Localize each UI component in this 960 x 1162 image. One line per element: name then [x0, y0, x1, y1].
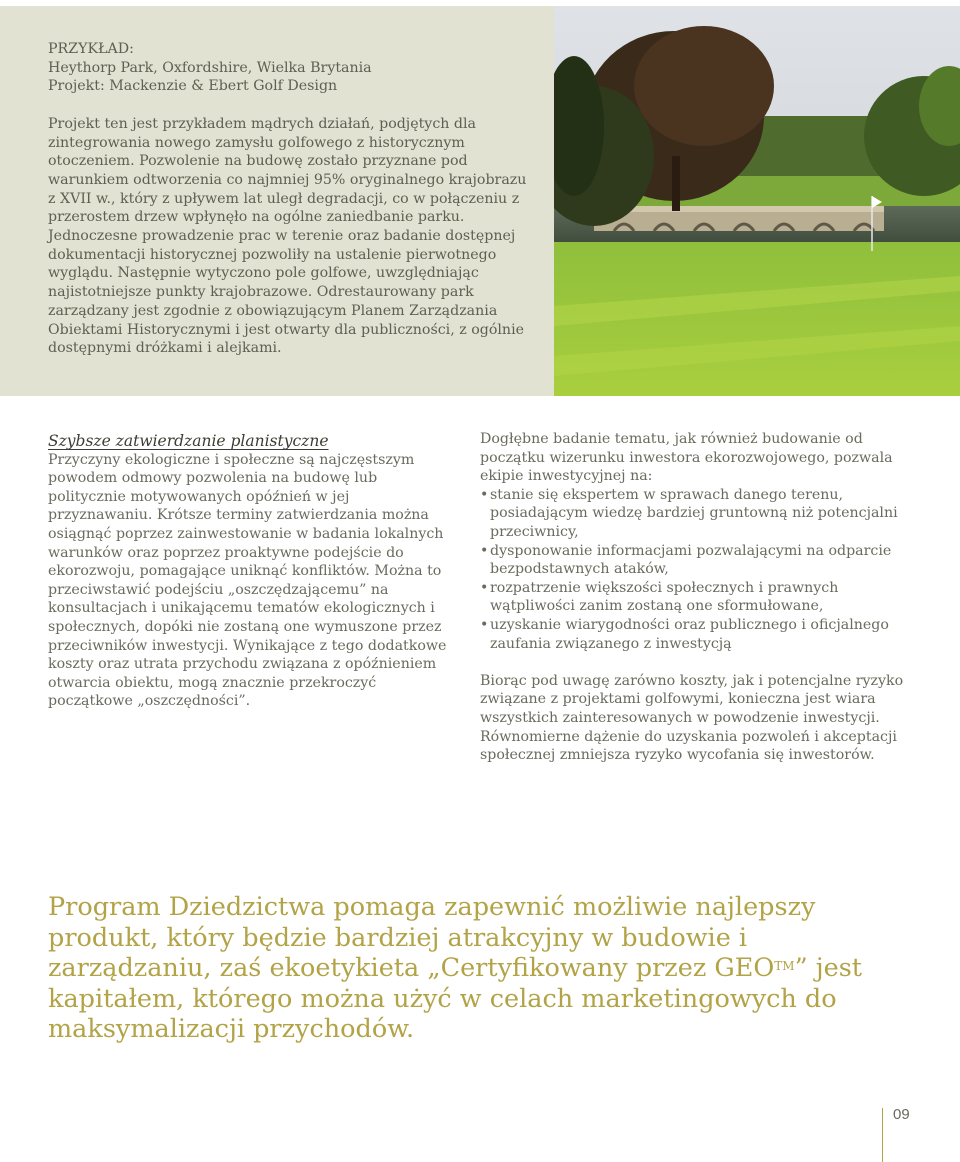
- case-study-location: Heythorp Park, Oxfordshire, Wielka Brytania: [48, 59, 372, 76]
- case-study-text: [48, 40, 538, 358]
- bullet-icon: •: [480, 486, 489, 503]
- case-study-label: PRZYKŁAD:: [48, 41, 134, 57]
- case-study-body: Projekt ten jest przykładem mądrych działań, podjętych dla zintegrowania nowego zamysłu golfowego z historycznym otoczeniem. Pozwolenie na budowę zostało przyznane pod warunkiem odtworzenia co najmniej 95% oryginalnego krajobrazu z XVII w., który z upływem lat uległ degradacji, co w połączeniu z przerostem drzew wpłynęło na ogólne zaniedbanie parku. Jednoczesne prowadzenie prac w terenie oraz badanie dostępnej dokumentacji historycznej pozwoliły na ustalenie pierwotnego wyglądu. Następnie wytyczono pole golfowe, uwzględniając najistotniejsze punkty krajobrazowe. Odrestaurowany park zarządzany jest zgodnie z obowiązującym Planem Zarządzania Obiektami Historycznymi i jest otwarty dla publiczności, z ogólnie dostępnymi dróżkami i alejkami.: [48, 115, 527, 357]
- section-heading: Szybsze zatwierdzanie planistyczne: [48, 432, 329, 450]
- list-item: • dysponowanie informacjami pozwalającymi na odparcie bezpodstawnych ataków,: [480, 542, 892, 578]
- list-item: • stanie się ekspertem w sprawach danego terenu, posiadającym wiedzę bardziej gruntowną niż potencjalni przeciwnicy,: [480, 486, 898, 540]
- bullet-icon: •: [480, 542, 489, 559]
- page-number-rule: [882, 1108, 883, 1162]
- right-column-closing: Biorąc pod uwagę zarówno koszty, jak i potencjalne ryzyko związane z projektami golfowymi, konieczna jest wiara wszystkich zainteresowanych w powodzenie inwestycji. Równomierne dążenie do uzyskania pozwoleń i akceptacji społecznej zmniejsza ryzyko wycofania się inwestorów.: [480, 672, 904, 764]
- left-column-body: Przyczyny ekologiczne i społeczne są najczęstszym powodem odmowy pozwolenia na budowę lub politycznie motywowanych opóźnień w jej przyznawaniu. Krótsze terminy zatwierdzania można osiągnąć poprzez zainwestowanie w badania lokalnych warunków oraz poprzez proaktywne podejście do ekorozwoju, pomagające uniknąć konfliktów. Można to przeciwstawić podejściu „oszczędzającemu” na konsultacjach i unikającemu tematów ekologicznych i społecznych, dopóki nie zostaną one wymuszone przez przeciwników inwestycji. Wynikające z tego dodatkowe koszty oraz utrata przychodu związana z opóźnieniem otwarcia obiektu, mogą znacznie przekroczyć początkowe „oszczędności”.: [48, 451, 447, 710]
- left-column: [48, 432, 458, 711]
- right-column: [480, 430, 910, 765]
- list-item: • uzyskanie wiarygodności oraz publicznego i oficjalnego zaufania związanego z inwestycją: [480, 616, 889, 652]
- list-item: • rozpatrzenie większości społecznych i prawnych wątpliwości zanim zostaną one sformułowane,: [480, 579, 839, 615]
- bullet-icon: •: [480, 616, 489, 633]
- pull-quote: Program Dziedzictwa pomaga zapewnić możliwie najlepszy produkt, który będzie bardziej atrakcyjny w budowie i zarządzaniu, zaś ekoetykieta „Certyfikowany przez GEO™” jest kapitałem, którego można użyć w celach marketingowych do maksymalizacji przychodów.: [48, 892, 863, 1044]
- trademark-mark: TM: [774, 959, 795, 973]
- right-column-intro: Dogłębne badanie tematu, jak również budowanie od początku wizerunku inwestora ekorozwojowego, pozwala ekipie inwestycyjnej na:: [480, 431, 893, 485]
- benefit-list: [480, 486, 910, 653]
- page-number: 09: [893, 1106, 910, 1123]
- bullet-icon: •: [480, 579, 489, 596]
- golf-course-photo: [554, 6, 960, 396]
- case-study-project: Projekt: Mackenzie & Ebert Golf Design: [48, 78, 338, 95]
- case-study-header: [48, 40, 538, 96]
- case-study-box: [0, 6, 554, 396]
